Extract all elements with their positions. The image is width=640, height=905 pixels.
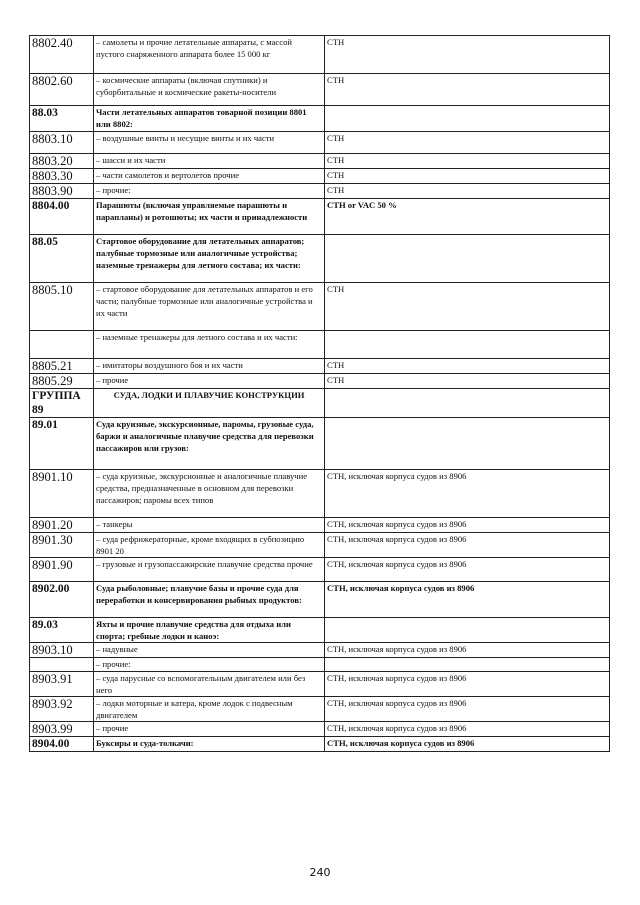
rule-cell: СТН, исключая корпуса судов из 8906 [325, 672, 610, 697]
rule-cell: СТН, исключая корпуса судов из 8906 [325, 697, 610, 722]
rule-cell: СТН [325, 154, 610, 169]
rule-cell: СТН, исключая корпуса судов из 8906 [325, 558, 610, 582]
table-row [30, 199, 610, 235]
code-cell: 8803.20 [30, 154, 94, 169]
description-cell: – стартовое оборудование для летательных аппаратов и его части; палубные тормозные или аналогичные устройства и их части [94, 283, 325, 331]
code-cell: 8805.10 [30, 283, 94, 331]
table-row [30, 74, 610, 106]
description-cell: – имитаторы воздушного боя и их части [94, 359, 325, 374]
code-cell: 8901.20 [30, 518, 94, 533]
code-cell: 89.03 [30, 618, 94, 643]
table-row [30, 643, 610, 658]
description-cell: Суда рыболовные; плавучие базы и прочие суда для переработки и консервирования рыбных продуктов: [94, 582, 325, 618]
code-cell: 8802.40 [30, 36, 94, 74]
code-cell: 8903.92 [30, 697, 94, 722]
table-row [30, 558, 610, 582]
table-row [30, 331, 610, 359]
table-row [30, 374, 610, 389]
code-cell: 8904.00 [30, 737, 94, 752]
table-row [30, 672, 610, 697]
table-row [30, 737, 610, 752]
rule-cell: СТН, исключая корпуса судов из 8906 [325, 722, 610, 737]
table-row [30, 658, 610, 672]
code-cell: 8903.91 [30, 672, 94, 697]
description-cell: – шасси и их части [94, 154, 325, 169]
code-cell: 88.05 [30, 235, 94, 283]
description-cell: – самолеты и прочие летательные аппараты, с массой пустого снаряженного аппарата более 15 000 кг [94, 36, 325, 74]
rule-cell: СТН [325, 283, 610, 331]
rule-cell [325, 331, 610, 359]
rule-cell: СТН [325, 132, 610, 154]
table-row [30, 235, 610, 283]
code-cell [30, 331, 94, 359]
description-cell: – суда парусные со вспомогательным двигателем или без него [94, 672, 325, 697]
description-cell: Парашюты (включая управляемые парашюты и парапланы) и ротошюты; их части и принадлежности [94, 199, 325, 235]
rule-cell: СТН, исключая корпуса судов из 8906 [325, 582, 610, 618]
description-cell: Буксиры и суда-толкачи: [94, 737, 325, 752]
rule-cell [325, 235, 610, 283]
table-row [30, 359, 610, 374]
code-cell: 88.03 [30, 106, 94, 132]
rule-cell [325, 418, 610, 470]
table-row [30, 154, 610, 169]
rule-cell: СТН [325, 74, 610, 106]
code-cell: 8901.10 [30, 470, 94, 518]
rule-cell: СТН [325, 359, 610, 374]
code-cell: ГРУППА 89 [30, 389, 94, 418]
table-row [30, 106, 610, 132]
code-cell: 8803.30 [30, 169, 94, 184]
rule-cell: СТН, исключая корпуса судов из 8906 [325, 643, 610, 658]
code-cell: 8803.10 [30, 132, 94, 154]
table-row [30, 169, 610, 184]
description-cell: – части самолетов и вертолетов прочие [94, 169, 325, 184]
table-row [30, 618, 610, 643]
table-row [30, 184, 610, 199]
page-number: 240 [309, 866, 331, 879]
rule-cell [325, 618, 610, 643]
code-cell: 8903.10 [30, 643, 94, 658]
code-cell: 8802.60 [30, 74, 94, 106]
rule-cell: СТН [325, 374, 610, 389]
description-cell: Яхты и прочие плавучие средства для отдыха или спорта; гребные лодки и каноэ: [94, 618, 325, 643]
table-row [30, 418, 610, 470]
rule-cell: СТН, исключая корпуса судов из 8906 [325, 533, 610, 558]
rule-cell: СТН, исключая корпуса судов из 8906 [325, 470, 610, 518]
code-cell: 8803.90 [30, 184, 94, 199]
table-row [30, 132, 610, 154]
description-cell: – воздушные винты и несущие винты и их части [94, 132, 325, 154]
rule-cell: СТН, исключая корпуса судов из 8906 [325, 737, 610, 752]
table-row [30, 470, 610, 518]
table-row [30, 283, 610, 331]
rule-cell: СТН or VAC 50 % [325, 199, 610, 235]
description-cell: Суда круизные, экскурсионные, паромы, грузовые суда, баржи и аналогичные плавучие средства для перевозки пассажиров или грузов: [94, 418, 325, 470]
rule-cell: СТН, исключая корпуса судов из 8906 [325, 518, 610, 533]
code-cell [30, 658, 94, 672]
table-row [30, 582, 610, 618]
table-row [30, 36, 610, 74]
description-cell: – танкеры [94, 518, 325, 533]
description-cell: – суда круизные, экскурсионные и аналогичные плавучие средства, предназначенные в основном для перевозки пассажиров; паромы всех типов [94, 470, 325, 518]
code-cell: 8805.29 [30, 374, 94, 389]
description-cell: – грузовые и грузопассажирские плавучие средства прочие [94, 558, 325, 582]
rule-cell: СТН [325, 169, 610, 184]
code-cell: 8805.21 [30, 359, 94, 374]
code-cell: 8902.00 [30, 582, 94, 618]
table-row [30, 389, 610, 418]
description-cell: – прочие: [94, 658, 325, 672]
tariff-table-body [30, 36, 610, 752]
table-row [30, 518, 610, 533]
table-row [30, 697, 610, 722]
table-row [30, 533, 610, 558]
description-cell: – надувные [94, 643, 325, 658]
description-cell: – космические аппараты (включая спутники) и суборбитальные и космические ракеты-носители [94, 74, 325, 106]
rule-cell [325, 658, 610, 672]
rule-cell [325, 106, 610, 132]
description-cell: – прочие: [94, 184, 325, 199]
code-cell: 89.01 [30, 418, 94, 470]
description-cell: Стартовое оборудование для летательных аппаратов; палубные тормозные или аналогичные устройства; наземные тренажеры для летного состава; их части: [94, 235, 325, 283]
code-cell: 8903.99 [30, 722, 94, 737]
description-cell: СУДА, ЛОДКИ И ПЛАВУЧИЕ КОНСТРУКЦИИ [94, 389, 325, 418]
table-row [30, 722, 610, 737]
code-cell: 8901.90 [30, 558, 94, 582]
description-cell: Части летательных аппаратов товарной позиции 8801 или 8802: [94, 106, 325, 132]
description-cell: – суда рефрижераторные, кроме входящих в субпозицию 8901 20 [94, 533, 325, 558]
rule-cell: СТН [325, 184, 610, 199]
tariff-table [29, 35, 610, 752]
rule-cell: СТН [325, 36, 610, 74]
code-cell: 8804.00 [30, 199, 94, 235]
description-cell: – лодки моторные и катера, кроме лодок с подвесным двигателем [94, 697, 325, 722]
description-cell: – прочие [94, 374, 325, 389]
description-cell: – прочие [94, 722, 325, 737]
rule-cell [325, 389, 610, 418]
code-cell: 8901.30 [30, 533, 94, 558]
description-cell: – наземные тренажеры для летного состава и их части: [94, 331, 325, 359]
